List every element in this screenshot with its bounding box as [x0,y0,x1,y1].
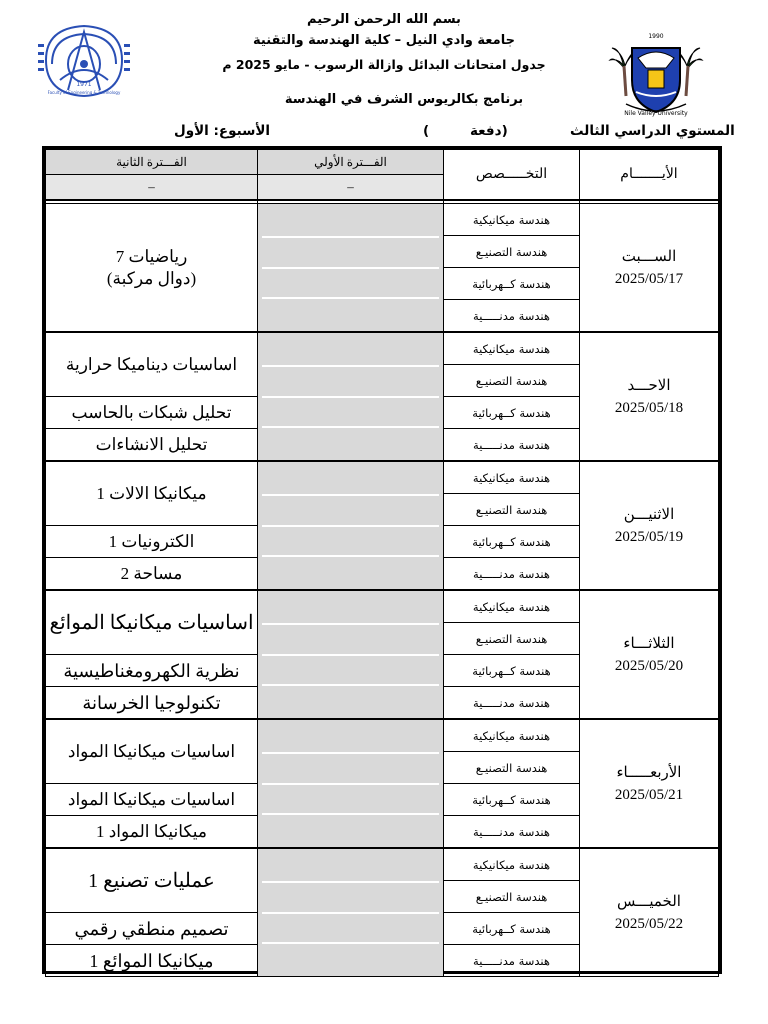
period-1-slot [262,625,439,656]
specialization-cell: هندسة مدنـــــية [444,945,580,977]
period-2-subject: اساسيات ميكانيكا المواد [46,719,258,784]
period-2-subject: تحليل الانشاءات [46,429,258,462]
day-date: 2025/05/20 [614,657,684,674]
program-title: برنامج بكالريوس الشرف في الهندسة [284,92,524,107]
day-date: 2025/05/18 [614,399,684,416]
period-1-slot [262,207,439,238]
schedule-row [46,204,719,236]
university-name: جامعة وادي النيل – كلية الهندسة والتقنية [253,33,515,48]
batch-label: (دفعة [470,123,508,139]
period-1-slot [262,815,439,844]
period-1-slot [262,883,439,914]
header-days: الأيـــــــام [580,150,719,200]
day-date: 2025/05/22 [614,915,684,932]
schedule-row [46,848,719,881]
period-1-cell [258,590,444,719]
period-2-subject: تحليل شبكات بالحاسب [46,397,258,429]
period-1-slot [262,527,439,558]
day-cell [580,332,719,461]
day-name: الأربعـــــاء [616,764,682,781]
period-1-cell [258,848,444,977]
period-2-subject: رياضيات 7 (دوال مركبة) [46,204,258,333]
period-2-subject: ميكانيكا الالات 1 [46,461,258,526]
day-cell [580,590,719,719]
header-period-1: الفـــترة الأولي [258,150,444,175]
period-2-time: – [46,175,258,200]
right-logo-text: Nile Valley University [624,110,688,117]
study-level: المستوي الدراسي الثالث [570,123,735,139]
specialization-cell: هندسة ميكانيكية [444,719,580,752]
day-cell [580,204,719,333]
period-2-subject: عمليات تصنيع 1 [46,848,258,913]
period-1-slot [262,398,439,429]
period-1-cell [258,204,444,333]
period-1-slot [262,238,439,269]
right-logo-year: 1990 [648,33,664,40]
university-logo-icon [606,18,706,118]
period-2-subject: الكترونيات 1 [46,526,258,558]
period-1-slot [262,785,439,816]
period-2-subject: تكنولوجيا الخرسانة [46,687,258,720]
specialization-cell: هندسة كــهربائية [444,655,580,687]
specialization-cell: هندسة كــهربائية [444,913,580,945]
period-1-slot [262,723,439,754]
specialization-cell: هندسة مدنـــــية [444,687,580,720]
specialization-cell: هندسة التصنيـع [444,365,580,397]
day-date: 2025/05/19 [614,528,684,545]
period-1-slot [262,754,439,785]
day-name: الاثنيـــن [623,506,675,523]
period-2-subject: اساسيات ميكانيكا الموائع [46,590,258,655]
day-date: 2025/05/21 [614,786,684,803]
week-label: الأسبوع: الأول [174,123,271,139]
specialization-cell: هندسة التصنيـع [444,494,580,526]
schedule-row [46,590,719,623]
specialization-cell: هندسة مدنـــــية [444,558,580,591]
period-1-slot [262,656,439,687]
period-1-slot [262,686,439,715]
specialization-cell: هندسة ميكانيكية [444,332,580,365]
period-1-cell [258,332,444,461]
schedule-grid [45,149,719,977]
left-logo-year: 1971 [76,81,92,88]
specialization-cell: هندسة ميكانيكية [444,848,580,881]
period-1-cell [258,461,444,590]
schedule-row [46,719,719,752]
day-cell [580,848,719,977]
specialization-cell: هندسة ميكانيكية [444,461,580,494]
period-1-slot [262,914,439,945]
period-2-subject: نظرية الكهرومغناطيسية [46,655,258,687]
specialization-cell: هندسة كــهربائية [444,784,580,816]
schedule-row [46,461,719,494]
header-period-2: الفـــترة الثانية [46,150,258,175]
specialization-cell: هندسة التصنيـع [444,881,580,913]
specialization-cell: هندسة ميكانيكية [444,204,580,236]
day-name: الثلاثـــاء [623,635,675,652]
period-1-slot [262,852,439,883]
period-1-slot [262,944,439,973]
period-1-slot [262,428,439,457]
period-1-slot [262,465,439,496]
faculty-logo-icon [38,20,130,102]
day-date: 2025/05/17 [614,270,684,287]
period-2-subject: ميكانيكا المواد 1 [46,816,258,849]
period-1-cell [258,719,444,848]
period-2-subject: ميكانيكا الموائع 1 [46,945,258,977]
day-name: الاحـــد [627,377,671,394]
period-2-subject: مساحة 2 [46,558,258,591]
schedule-title: جدول امتحانات البدائل وازالة الرسوب - مايو 2025 م [222,57,546,72]
left-logo-text: Faculty of Engineering & Technology [47,90,121,95]
period-1-time: – [258,175,444,200]
period-1-slot [262,496,439,527]
specialization-cell: هندسة كــهربائية [444,526,580,558]
schedule-row [46,332,719,365]
period-2-subject: تصميم منطقي رقمي [46,913,258,945]
specialization-cell: هندسة مدنـــــية [444,300,580,333]
specialization-cell: هندسة مدنـــــية [444,429,580,462]
day-name: الخميـــس [617,893,681,910]
period-2-subject: اساسيات ميكانيكا المواد [46,784,258,816]
specialization-cell: هندسة التصنيـع [444,623,580,655]
batch-close: ) [423,123,430,139]
period-1-slot [262,367,439,398]
header-specialization: التخـــــصص [444,150,580,200]
day-cell [580,461,719,590]
specialization-cell: هندسة مدنـــــية [444,816,580,849]
specialization-cell: هندسة ميكانيكية [444,590,580,623]
period-1-slot [262,336,439,367]
period-1-slot [262,557,439,586]
day-name: الســـبت [621,248,677,265]
specialization-cell: هندسة التصنيـع [444,236,580,268]
period-1-slot [262,594,439,625]
period-2-subject: اساسيات ديناميكا حرارية [46,332,258,397]
specialization-cell: هندسة التصنيـع [444,752,580,784]
day-cell [580,719,719,848]
period-1-slot [262,299,439,328]
period-1-slot [262,269,439,300]
exam-schedule-table [42,146,722,974]
specialization-cell: هندسة كــهربائية [444,397,580,429]
basmala: بسم الله الرحمن الرحيم [307,12,461,27]
specialization-cell: هندسة كــهربائية [444,268,580,300]
